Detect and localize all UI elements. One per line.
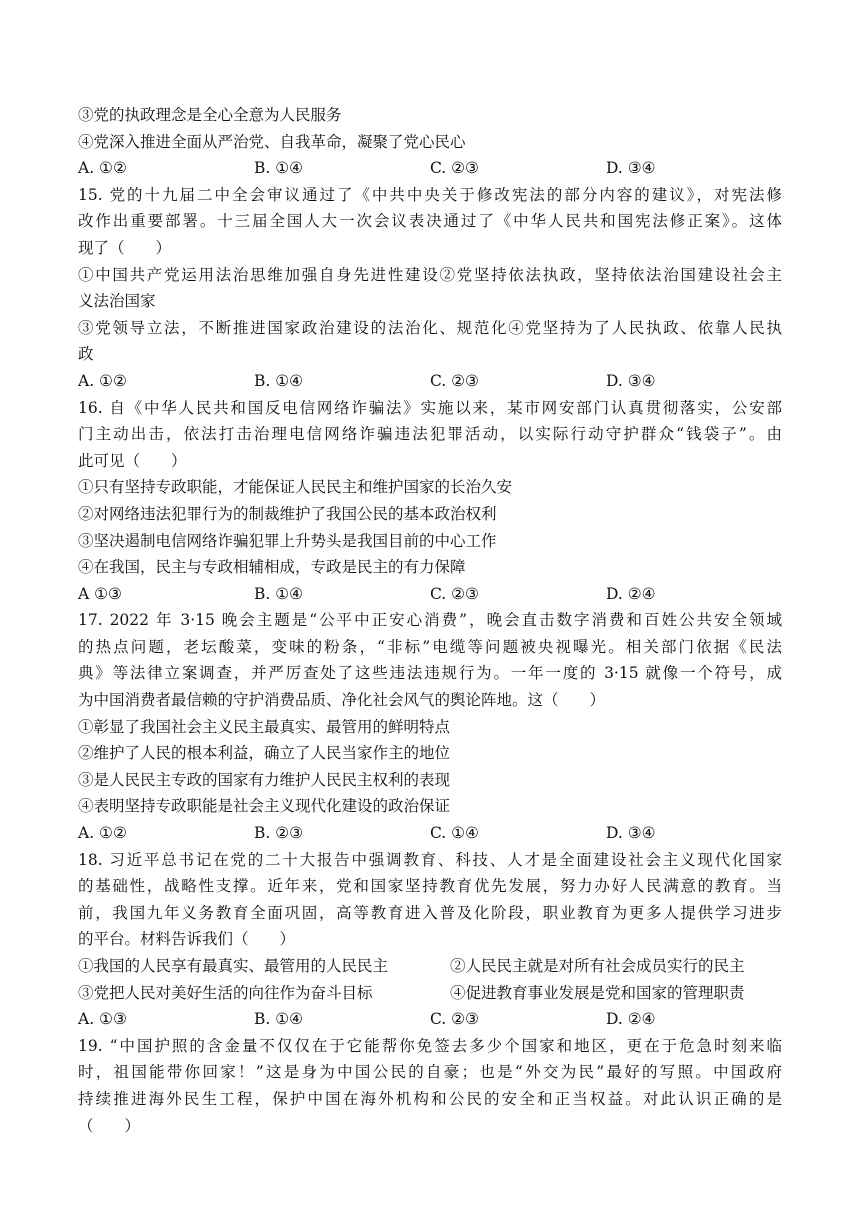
choice-statement-row	[78, 953, 782, 980]
answer-options	[78, 368, 782, 395]
choice-statement: ③是人民民主专政的国家有力维护人民民主权利的表现	[78, 770, 451, 789]
question-stem: 的基础性，战略性支撑。近年来，党和国家坚持教育优先发展，努力办好人民满意的教育。当	[78, 877, 782, 896]
question-stem: 17. 2022 年 3·15 晚会主题是“公平中正安心消费”，晚会直击数字消费和百姓公共安全领域	[78, 611, 782, 630]
option-b: B. ①④	[254, 1010, 304, 1029]
choice-statement: ②维护了人民的根本利益，确立了人民当家作主的地位	[78, 744, 451, 763]
option-c: C. ②③	[430, 1010, 479, 1029]
question-stem: 时，祖国能带你回家！”这是身为中国公民的自豪；也是“外交为民”最好的写照。中国政府	[78, 1063, 782, 1082]
question-stem: 19. “中国护照的含金量不仅仅在于它能帮你免签去多少个国家和地区，更在于危急时刻来临	[78, 1036, 782, 1055]
choice-statement: ②对网络违法犯罪行为的制裁维护了我国公民的基本政治权利	[78, 504, 497, 523]
choice-statement: ④党深入推进全面从严治党、自我革命，凝聚了党心民心	[78, 132, 466, 151]
choice-statement: ①只有坚持专政职能，才能保证人民民主和维护国家的长治久安	[78, 478, 513, 497]
option-a: A. ①②	[78, 824, 127, 843]
question-18	[78, 847, 782, 1033]
question-stem: 的平台。材料告诉我们（ ）	[78, 930, 296, 949]
choice-statement: ①彰显了我国社会主义民主最真实、最管用的鲜明特点	[78, 717, 451, 736]
choice-statement-row	[78, 980, 782, 1007]
question-stem: 前，我国九年义务教育全面巩固，高等教育进入普及化阶段，职业教育为更多人提供学习进步	[78, 903, 782, 922]
choice-statement: 政	[78, 345, 94, 364]
question-stem: 持续推进海外民生工程，保护中国在海外机构和公民的安全和正当权益。对此认识正确的是	[78, 1089, 782, 1108]
option-c: C. ①④	[430, 824, 479, 843]
question-stem: （ ）	[78, 1116, 141, 1135]
option-b: B. ①④	[254, 159, 304, 178]
option-c: C. ②③	[430, 371, 479, 390]
choice-statement: ④表明坚持专政职能是社会主义现代化建设的政治保证	[78, 797, 451, 816]
question-stem: 改作出重要部署。十三届全国人大一次会议表决通过了《中华人民共和国宪法修正案》。这体	[78, 212, 782, 231]
choice-statement: ①我国的人民享有最真实、最管用的人民民主	[78, 957, 389, 975]
choice-statement: ③党领导立法，不断推进国家政治建设的法治化、规范化④党坚持为了人民执政、依靠人民执	[78, 318, 782, 337]
question-17	[78, 607, 782, 846]
answer-options	[78, 820, 782, 847]
previous-question-tail	[78, 102, 782, 182]
answer-options	[78, 581, 782, 608]
choice-statement: ④促进教育事业发展是党和国家的管理职责	[450, 983, 745, 1002]
question-stem: 15. 党的十九届二中全会审议通过了《中共中央关于修改宪法的部分内容的建议》，对宪法修	[78, 185, 782, 204]
question-stem: 现了（ ）	[78, 238, 172, 257]
answer-options	[78, 155, 782, 182]
option-b: B. ①④	[254, 371, 304, 390]
question-stem: 此可见（ ）	[78, 451, 187, 470]
question-16	[78, 395, 782, 608]
option-d: D. ③④	[606, 824, 656, 843]
choice-statement: ②人民民主就是对所有社会成员实行的民主	[450, 957, 745, 975]
option-b: B. ①④	[254, 584, 304, 603]
option-a: A. ①②	[78, 159, 127, 178]
choice-statement: ④在我国，民主与专政相辅相成，专政是民主的有力保障	[78, 558, 466, 577]
choice-statement: ①中国共产党运用法治思维加强自身先进性建设②党坚持依法执政，坚持依法治国建设社会主	[78, 265, 782, 284]
option-d: D. ②④	[606, 1010, 656, 1029]
choice-statement: ③坚决遏制电信网络诈骗犯罪上升势头是我国目前的中心工作	[78, 531, 497, 550]
question-15	[78, 182, 782, 395]
choice-statement: ③党把人民对美好生活的向往作为奋斗目标	[78, 983, 373, 1002]
question-stem: 典》等法律立案调查，并严厉查处了这些违法违规行为。一年一度的 3·15 就像一个符号，成	[78, 664, 782, 683]
option-d: D. ③④	[606, 159, 656, 178]
option-a: A. ①②	[78, 371, 127, 390]
question-stem: 18. 习近平总书记在党的二十大报告中强调教育、科技、人才是全面建设社会主义现代化国家	[78, 850, 782, 869]
question-19	[78, 1033, 782, 1139]
option-c: C. ②③	[430, 159, 479, 178]
option-a: A ①③	[78, 584, 122, 603]
option-d: D. ③④	[606, 371, 656, 390]
question-stem: 为中国消费者最信赖的守护消费品质、净化社会风气的舆论阵地。这（ ）	[78, 691, 606, 710]
choice-statement: ③党的执政理念是全心全意为人民服务	[78, 106, 342, 124]
option-d: D. ②④	[606, 584, 656, 603]
choice-statement: 义法治国家	[78, 292, 156, 311]
question-stem: 的热点问题，老坛酸菜，变味的粉条，“非标”电缆等问题被央视曝光。相关部门依据《民法	[78, 637, 782, 656]
question-stem: 16. 自《中华人民共和国反电信网络诈骗法》实施以来，某市网安部门认真贯彻落实，公安部	[78, 398, 782, 417]
option-c: C. ②③	[430, 584, 479, 603]
answer-options	[78, 1006, 782, 1033]
option-b: B. ②③	[254, 824, 304, 843]
option-a: A. ①③	[78, 1010, 127, 1029]
exam-page	[78, 102, 782, 1139]
question-stem: 门主动出击，依法打击治理电信网络诈骗违法犯罪活动，以实际行动守护群众“钱袋子”。由	[78, 425, 782, 444]
